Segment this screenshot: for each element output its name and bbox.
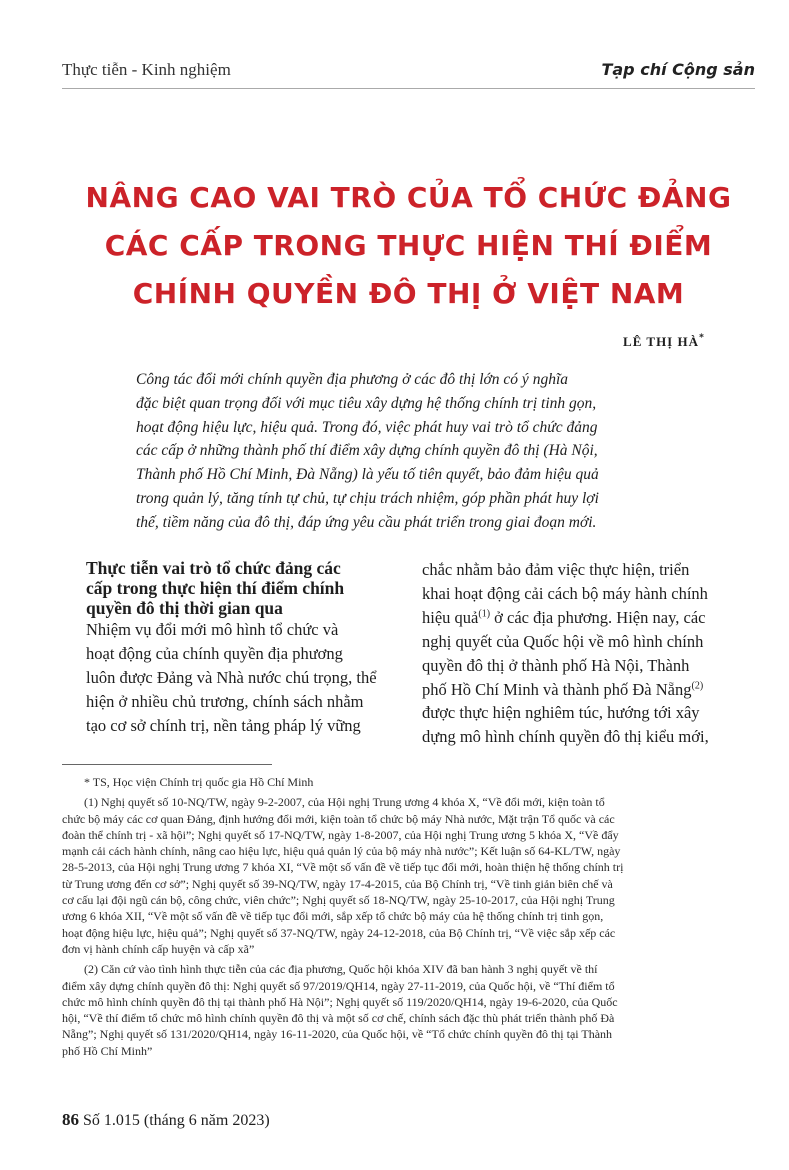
footnote-line: điểm xây dựng chính quyền đô thị: Nghị quyết số 97/2019/QH14, ngày 27-11-2019, của Quốc hội, về “Thí điểm tổ (62, 978, 615, 993)
footnote-line: hội, “Về thí điểm tổ chức mô hình chính quyền đô thị và một số cơ chế, chính sách đặc thù phát triển thành phố Đà (62, 1011, 615, 1026)
body-text: phố Hồ Chí Minh và thành phố Đà Nẵng (422, 679, 692, 699)
footnotes (62, 774, 755, 1063)
footnote-author: * TS, Học viện Chính trị quốc gia Hồ Chí Minh (84, 775, 314, 789)
author-byline (623, 334, 705, 350)
body-line (422, 678, 758, 702)
body-text: ở các địa phương. Hiện nay, các (490, 607, 706, 627)
footnote-line: đoàn thể chính trị - xã hội”; Nghị quyết số 17-NQ/TW, ngày 1-8-2007, của Hội nghị Trung ương 5 khóa X, “Về đẩy (62, 827, 619, 842)
page-number: 86 (62, 1110, 79, 1129)
footnote-line: 28-5-2013, của Hội nghị Trung ương 7 khóa XI, “Về một số vấn đề về tiếp tục đổi mới, hoàn thiện hệ thống chính trị (62, 860, 624, 875)
footnote-line: từ Trung ương đến cơ sở”; Nghị quyết số 39-NQ/TW, ngày 17-4-2015, của Bộ Chính trị, “Về tinh giản biên chế và (62, 876, 613, 891)
section-heading-line: quyền đô thị thời gian qua (86, 598, 283, 618)
section-label: Thực tiễn - Kinh nghiệm (62, 60, 231, 79)
footnote-line: chức bộ máy các cơ quan Đảng, định hướng đổi mới, kiện toàn tổ chức bộ máy Nhà nước, Mặt trận Tổ quốc và các (62, 811, 615, 826)
footnote-divider (62, 764, 272, 765)
body-line: chắc nhằm bảo đảm việc thực hiện, triển (422, 560, 690, 579)
body-line (422, 606, 758, 630)
author-name: LÊ THỊ HÀ (623, 334, 699, 349)
footnote-ref-1: (1) (478, 608, 491, 620)
article-title (62, 174, 755, 318)
section-heading-line: Thực tiễn vai trò tổ chức đảng các (86, 558, 341, 578)
body-line: hiện ở nhiều chủ trương, chính sách nhằm (86, 691, 364, 711)
abstract-line: hoạt động hiệu lực, hiệu quả. Trong đó, việc phát huy vai trò tổ chức đảng (136, 418, 598, 436)
footnote-line: ương 6 khóa XII, “Về một số vấn đề về tiếp tục đổi mới, sắp xếp tổ chức bộ máy của hệ thống chính trị tinh gọn, (62, 909, 604, 924)
section-heading-line: cấp trong thực hiện thí điểm chính (86, 578, 345, 598)
abstract-line: Thành phố Hồ Chí Minh, Đà Nẵng) là yếu tố tiên quyết, bảo đảm hiệu quả (136, 466, 599, 484)
footnote-line: hoạt động hiệu lực, hiệu quả”; Nghị quyết số 37-NQ/TW, ngày 24-12-2018, của Bộ Chính trị, “Về việc sắp xếp các (62, 925, 616, 940)
section-heading (86, 558, 402, 618)
footnote-1 (62, 794, 755, 957)
footnote-line: mạnh cải cách hành chính, nâng cao hiệu lực, hiệu quả quản lý của bộ máy nhà nước”; Kết luận số 64-KL/TW, ngày (62, 844, 621, 859)
footnote-line: cơ cấu lại đội ngũ cán bộ, công chức, viên chức”; Nghị quyết số 18-NQ/TW, ngày 25-10-2017, của Hội nghị Trung (62, 893, 615, 908)
page-footer (62, 1110, 270, 1130)
abstract-line: Công tác đổi mới chính quyền địa phương ở các đô thị lớn có ý nghĩa (136, 371, 568, 388)
title-line: NÂNG CAO VAI TRÒ CỦA TỔ CHỨC ĐẢNG (85, 181, 732, 214)
body-line: hoạt động của chính quyền địa phương (86, 643, 343, 663)
body-line: dựng mô hình chính quyền đô thị kiểu mới, (422, 727, 709, 747)
footnote-line: Nẵng”; Nghị quyết số 131/2020/QH14, ngày 16-11-2020, của Quốc hội, về “Tổ chức chính quyền đô thị tại Thành (62, 1027, 613, 1042)
author-footnote-mark: * (699, 332, 705, 344)
body-line: được thực hiện nghiêm túc, hướng tới xây (422, 703, 700, 723)
abstract (136, 368, 686, 535)
title-line: CÁC CẤP TRONG THỰC HIỆN THÍ ĐIỂM (104, 229, 713, 262)
abstract-line: trong quản lý, tăng tính tự chủ, tự chịu trách nhiệm, góp phần phát huy lợi (136, 489, 599, 507)
footnote-line: (2) Căn cứ vào tình hình thực tiễn của các địa phương, Quốc hội khóa XIV đã ban hành 3 nghị quyết về thí (84, 962, 598, 977)
footnote-line: (1) Nghị quyết số 10-NQ/TW, ngày 9-2-2007, của Hội nghị Trung ương 4 khóa X, “Về đổi mới, kiện toàn tổ (84, 795, 605, 810)
footnote-line: đơn vị hành chính cấp huyện và cấp xã” (62, 941, 255, 956)
body-line: Nhiệm vụ đổi mới mô hình tổ chức và (86, 620, 339, 639)
title-line: CHÍNH QUYỀN ĐÔ THỊ Ở VIỆT NAM (132, 277, 685, 310)
body-line: khai hoạt động cải cách bộ máy hành chính (422, 583, 708, 603)
body-text: hiệu quả (422, 607, 479, 627)
abstract-line: đặc biệt quan trọng đối với mục tiêu xây dựng hệ thống chính trị tinh gọn, (136, 394, 597, 412)
footnote-2 (62, 961, 755, 1059)
magazine-name: Tạp chí Cộng sản (601, 60, 755, 79)
body-line: luôn được Đảng và Nhà nước chú trọng, thể (86, 667, 377, 687)
body-column-left (86, 558, 402, 738)
body-line: tạo cơ sở chính trị, nền tảng pháp lý vững (86, 715, 361, 735)
body-line: nghị quyết của Quốc hội về mô hình chính (422, 631, 704, 651)
abstract-line: thế, tiềm năng của đô thị, đáp ứng yêu cầu phát triển trong giai đoạn mới. (136, 513, 597, 531)
body-line: quyền đô thị ở thành phố Hà Nội, Thành (422, 655, 690, 675)
issue-info: Số 1.015 (tháng 6 năm 2023) (83, 1112, 270, 1129)
header-divider (62, 88, 755, 89)
body-column-right (422, 558, 758, 749)
footnote-ref-2: (2) (691, 680, 704, 692)
abstract-line: các cấp ở những thành phố thí điểm xây dựng chính quyền đô thị (Hà Nội, (136, 442, 598, 460)
footnote-line: phố Hồ Chí Minh” (62, 1043, 153, 1058)
footnote-line: chức mô hình chính quyền đô thị tại thành phố Hà Nội”; Nghị quyết số 119/2020/QH14, ngày 19-6-2020, của Quốc (62, 994, 618, 1009)
